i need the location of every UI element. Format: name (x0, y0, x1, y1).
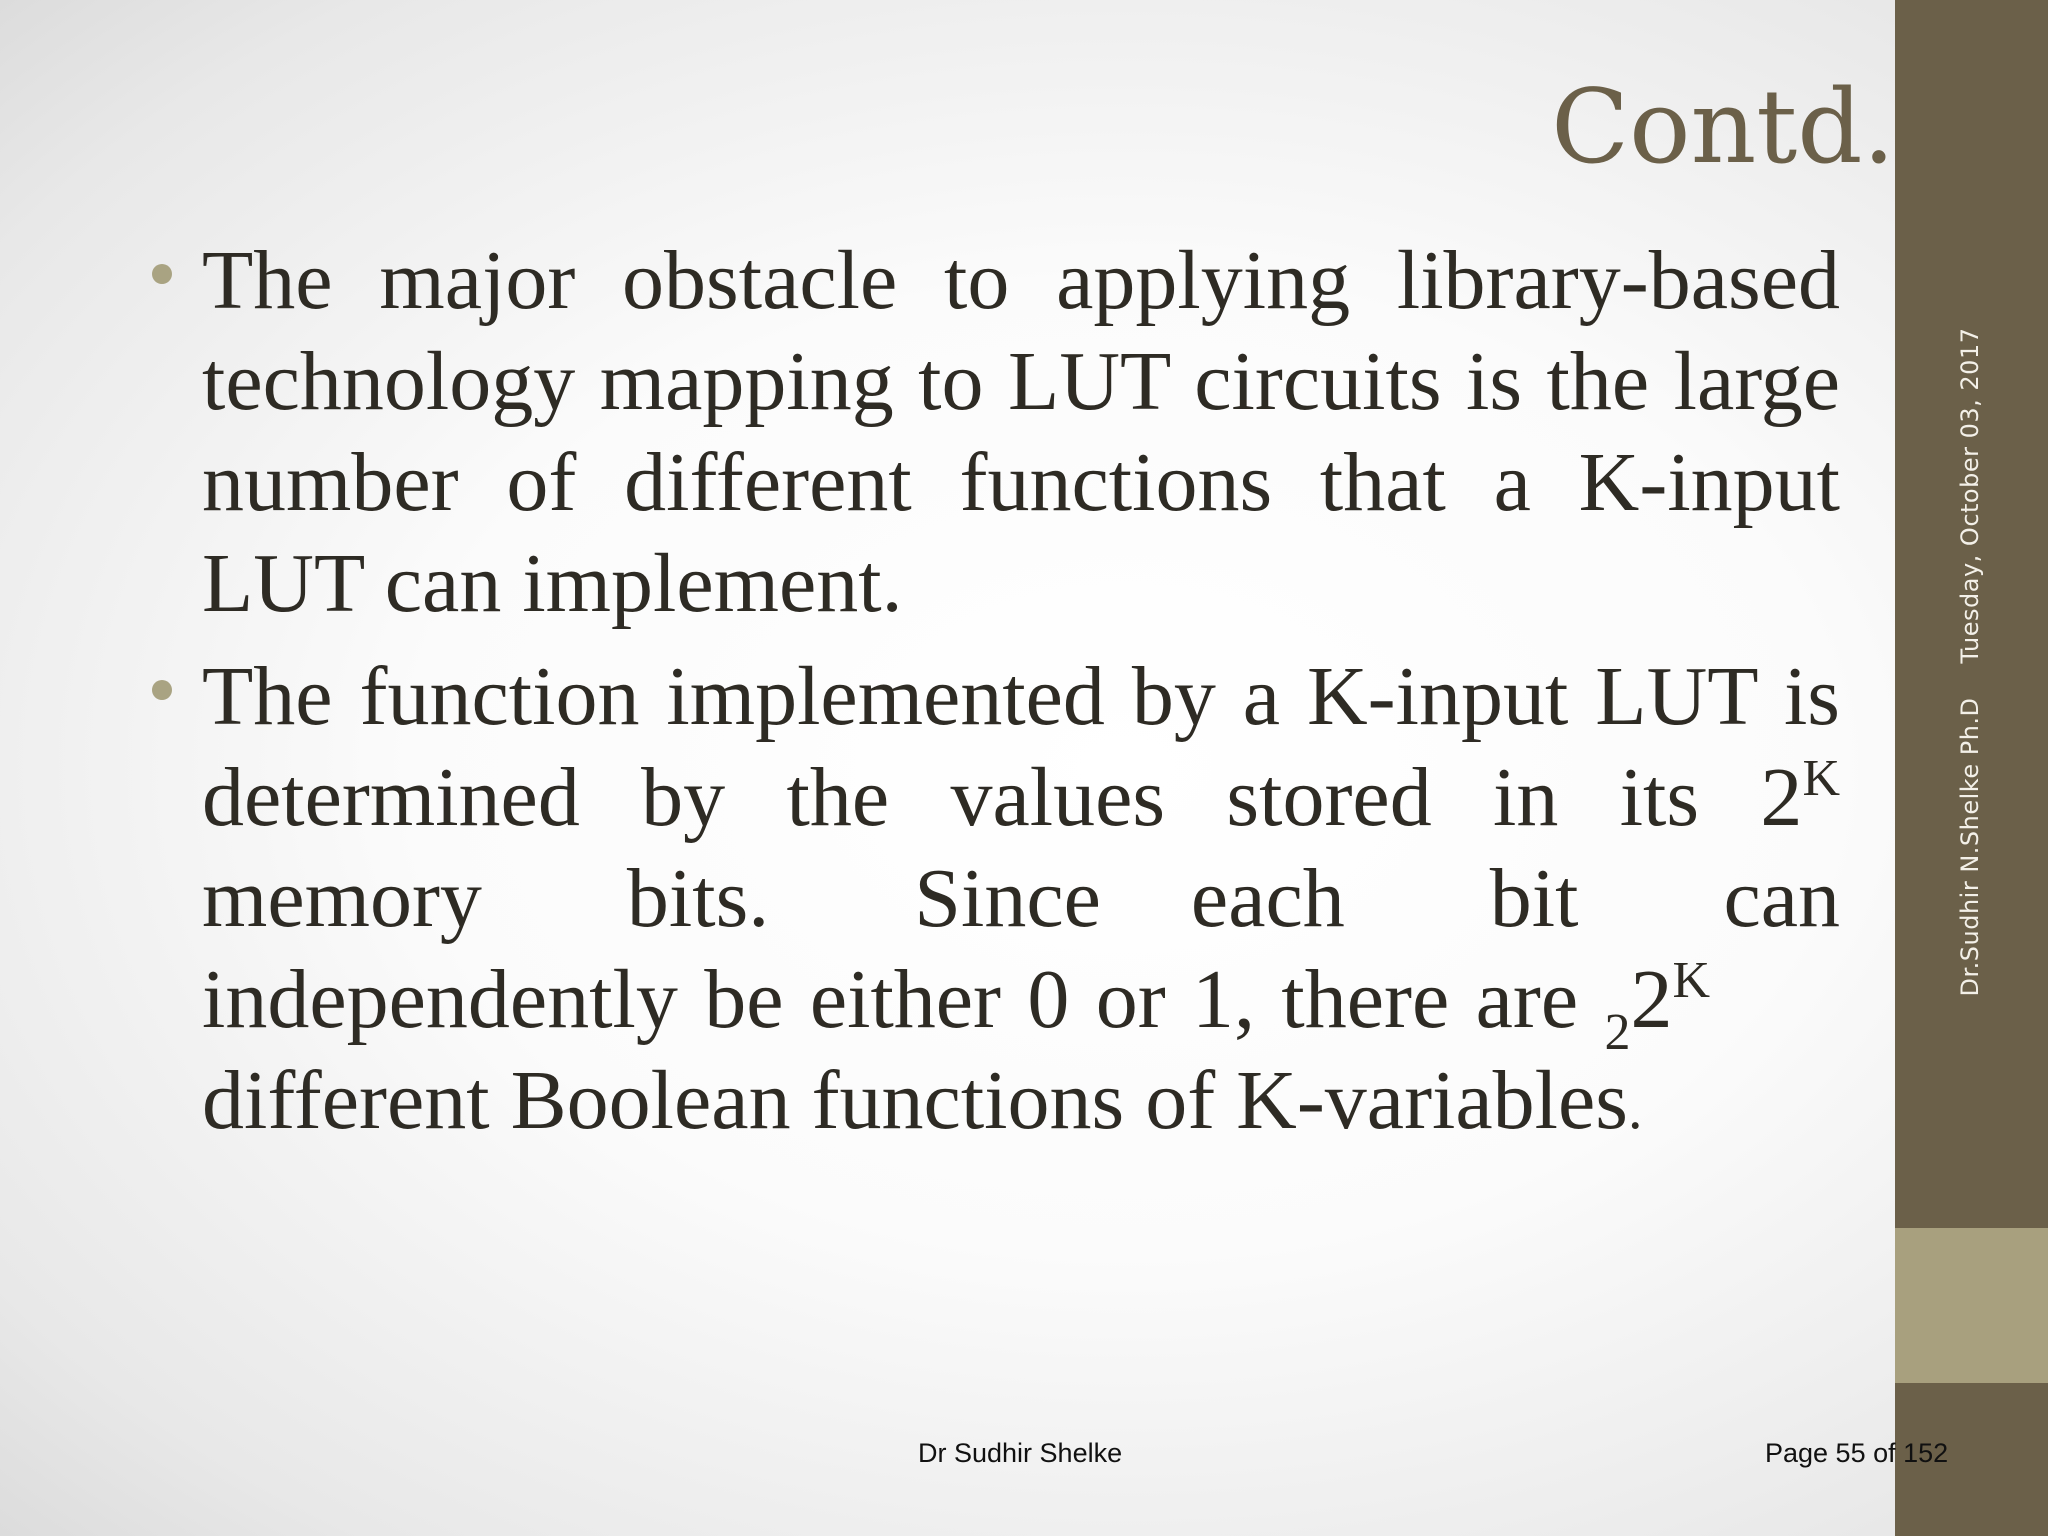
bullet2-part3: each bit can independently be either 0 or 1, there are (202, 852, 1841, 1046)
superscript-k: K (1802, 750, 1840, 807)
power-base: 2 (1630, 953, 1673, 1046)
bullet-icon (152, 264, 172, 284)
footer-author: Dr Sudhir Shelke (918, 1438, 1123, 1468)
bullet-text: The major obstacle to applying library-based technology mapping to LUT circuits is the large number of different functions that a K-input LUT can implement. (202, 234, 1840, 630)
sidebar-date: Tuesday, October 03, 2017 (1956, 327, 1984, 664)
sidebar-author: Dr.Sudhir N.Shelke Ph.D (1956, 697, 1984, 997)
bullet2-part2: memory bits. Since (202, 852, 1101, 945)
superscript-k-2: K (1672, 952, 1710, 1009)
subscript-2: 2 (1604, 1004, 1631, 1061)
sidebar-accent-band (1895, 1228, 2048, 1383)
slide-content (152, 230, 1840, 1171)
slide-title: Contd. (1551, 68, 1895, 187)
bullet2-part4: different Boolean functions of K-variables (202, 1054, 1628, 1147)
bullet-item (152, 646, 1840, 1159)
bullet-item (152, 230, 1840, 634)
bullet2-period: . (1628, 1076, 1643, 1141)
bullet2-part1: The function implemented by a K-input LUT is determined by the values stored in its 2 (202, 650, 1840, 844)
bullet-icon (152, 680, 172, 700)
bullet-text-2 (202, 646, 1840, 1159)
footer-page-number: Page 55 of 152 (1765, 1438, 1949, 1468)
